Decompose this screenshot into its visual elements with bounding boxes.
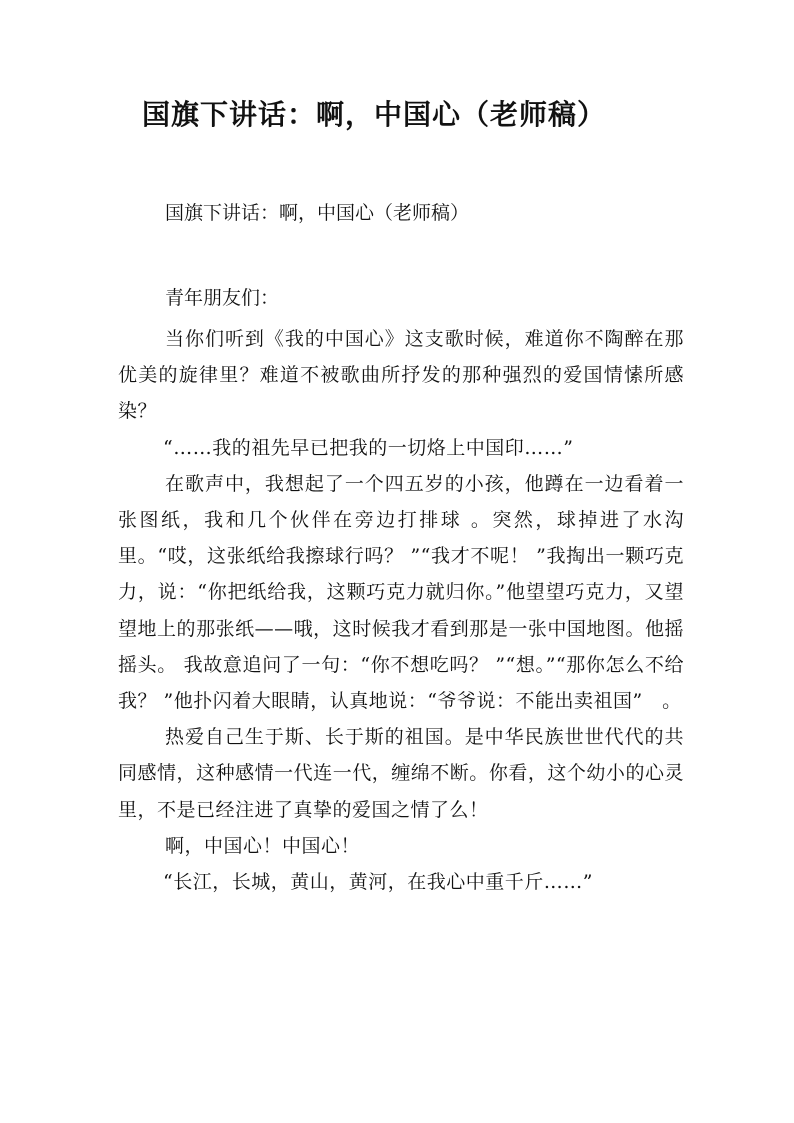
greeting: 青年朋友们：: [165, 287, 280, 309]
document-subtitle: 国旗下讲话：啊，中国心（老师稿）: [165, 202, 470, 224]
quote-paragraph: “长江，长城，黄山，黄河，在我心中重千斤……”: [163, 871, 593, 894]
document-title: 国旗下讲话：啊，中国心（老师稿）: [142, 98, 607, 131]
quote-paragraph: “……我的祖先早已把我的一切烙上中国印……”: [163, 436, 574, 459]
paragraph: 在歌声中，我想起了一个四五岁的小孩，他蹲在一边看着一张图纸，我和几个伙伴在旁边打排球 。突然，球掉进了水沟里。“哎，这张纸给我擦球行吗？ ”“我才不呢！ ”我掏出一颗巧克力，说：“你把纸给我，这颗巧克力就归你。”他望望巧克力，又望望地上的那张纸——哦，这时候我才看到那是一张中国地图。他摇摇头。 我故意追问了一句：“你不想吃吗？ ”“想。”“那你怎么不给我？ ”他扑闪着大眼睛，认真地说：“爷爷说：不能出卖祖国” 。: [118, 472, 684, 713]
paragraph: 当你们听到《我的中国心》这支歌时候，难道你不陶醉在那优美的旋律里？难道不被歌曲所抒发的那种强烈的爱国情愫所感染？: [118, 328, 684, 423]
document-body: [118, 321, 684, 900]
paragraph: 热爱自己生于斯、长于斯的祖国。是中华民族世世代代的共同感情，这种感情一代连一代，缠绵不断。你看，这个幼小的心灵里，不是已经注进了真挚的爱国之情了么！: [118, 726, 684, 821]
paragraph: 啊，中国心！中国心！: [165, 834, 361, 857]
